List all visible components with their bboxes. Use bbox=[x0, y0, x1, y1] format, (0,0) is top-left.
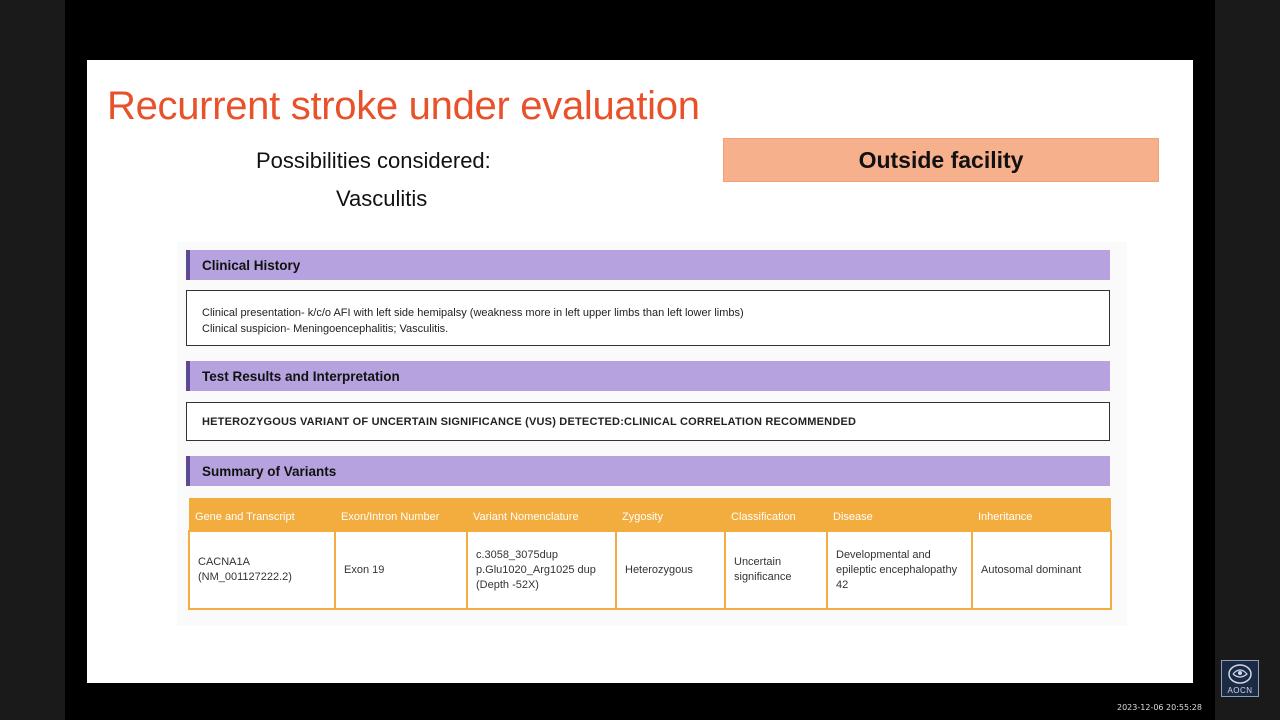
column-header: Gene and Transcript bbox=[189, 498, 335, 531]
variants-table bbox=[188, 498, 1112, 610]
variant-cell: c.3058_3075dup p.Glu1020_Arg1025 dup (Depth -52X) bbox=[467, 531, 616, 609]
right-letterbox bbox=[1215, 0, 1280, 720]
left-letterbox bbox=[0, 0, 65, 720]
presentation-slide bbox=[87, 60, 1193, 683]
disease-cell: Developmental and epileptic encephalopathy 42 bbox=[827, 531, 972, 609]
possibilities-label: Possibilities considered: bbox=[256, 148, 491, 173]
possibility-text: Vasculitis bbox=[336, 186, 428, 211]
genetic-report-image bbox=[177, 242, 1127, 626]
zygosity-cell: Heterozygous bbox=[616, 531, 725, 609]
column-header: Inheritance bbox=[972, 498, 1111, 531]
clinical-history-box bbox=[186, 290, 1110, 346]
clinical-suspicion-text: Clinical suspicion- Meningoencephalitis; Vasculitis. bbox=[202, 323, 449, 335]
summary-of-variants-heading: Summary of Variants bbox=[186, 456, 1110, 486]
logo-text: AOCN bbox=[1227, 686, 1253, 695]
column-header: Disease bbox=[827, 498, 972, 531]
slide-title: Recurrent stroke under evaluation bbox=[107, 84, 700, 128]
test-result-text: HETEROZYGOUS VARIANT OF UNCERTAIN SIGNIFICANCE (VUS) DETECTED:CLINICAL CORRELATION RECOMMENDED bbox=[202, 415, 857, 428]
inheritance-cell: Autosomal dominant bbox=[972, 531, 1111, 609]
column-header: Classification bbox=[725, 498, 827, 531]
clinical-history-heading: Clinical History bbox=[186, 250, 1110, 280]
test-results-heading: Test Results and Interpretation bbox=[186, 361, 1110, 391]
table-header-row bbox=[189, 498, 1111, 531]
column-header: Variant Nomenclature bbox=[467, 498, 616, 531]
recording-timestamp: 2023-12-06 20:55:28 bbox=[1117, 703, 1202, 712]
column-header: Exon/Intron Number bbox=[335, 498, 467, 531]
gene-cell: CACNA1A (NM_001127222.2) bbox=[189, 531, 335, 609]
table-row bbox=[189, 531, 1111, 609]
brain-logo-icon bbox=[1222, 661, 1258, 687]
exon-cell: Exon 19 bbox=[335, 531, 467, 609]
outside-facility-badge: Outside facility bbox=[723, 138, 1159, 182]
clinical-presentation-text: Clinical presentation- k/c/o AFI with left side hemipalsy (weakness more in left upper limbs than left lower limbs) bbox=[202, 307, 744, 319]
test-result-box bbox=[186, 402, 1110, 441]
aocn-logo bbox=[1221, 660, 1259, 697]
classification-cell: Uncertain significance bbox=[725, 531, 827, 609]
column-header: Zygosity bbox=[616, 498, 725, 531]
